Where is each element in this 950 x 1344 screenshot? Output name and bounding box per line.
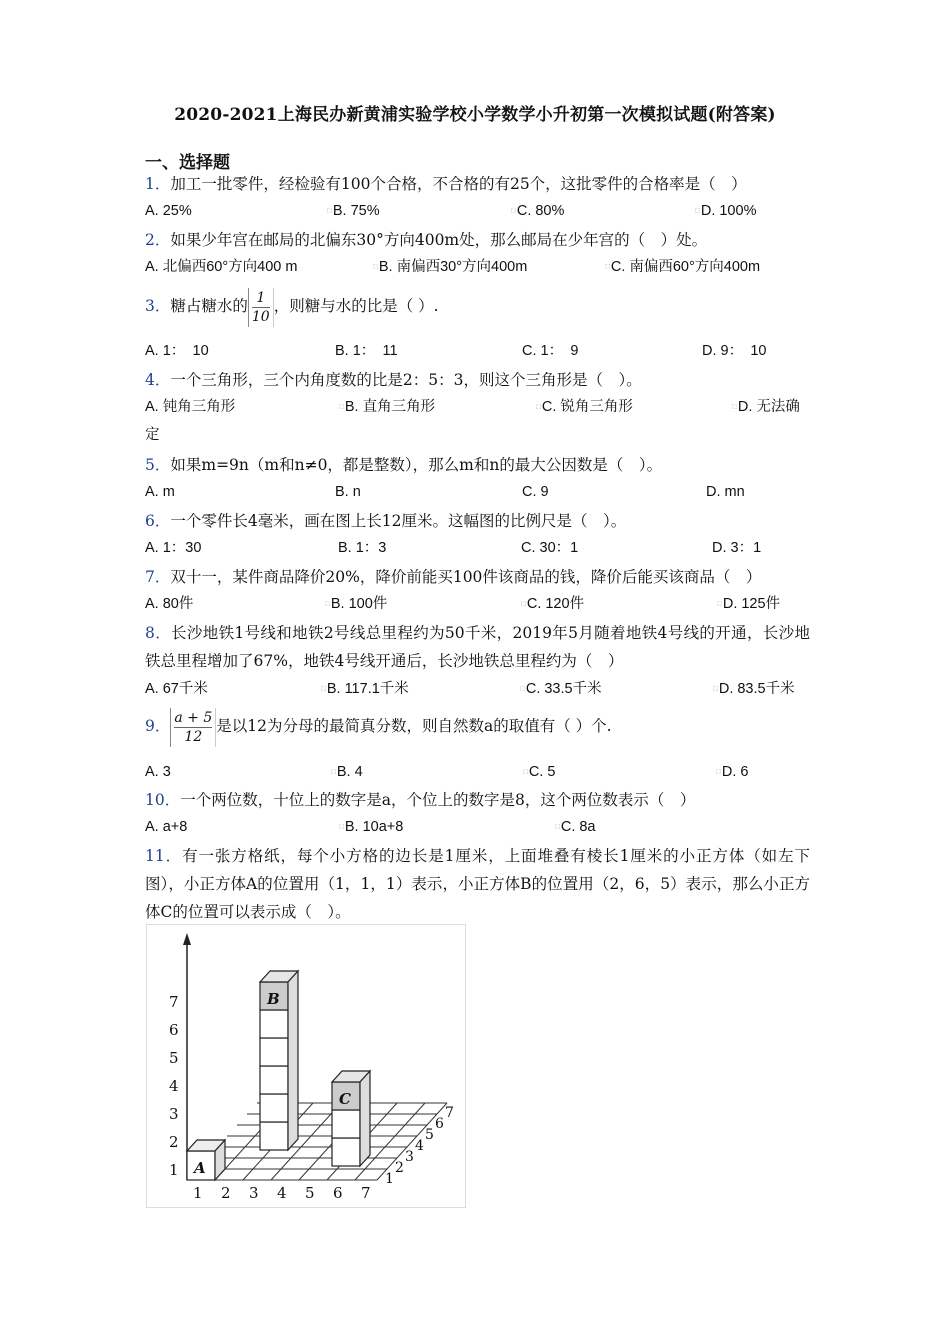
option-d[interactable]: □D. 100% (695, 203, 757, 219)
option-a[interactable]: A. 1： 10 (145, 343, 209, 359)
options-q9 (145, 760, 810, 784)
question-7 (145, 563, 810, 591)
label-c: C (339, 1090, 351, 1108)
y-tick: 1 (169, 1161, 179, 1179)
option-c[interactable]: □C. 80% (511, 203, 565, 219)
x-tick: 3 (249, 1184, 259, 1202)
options-q4 (145, 395, 810, 419)
y-tick: 7 (169, 993, 179, 1011)
option-b[interactable]: □B. 100件 (325, 596, 388, 612)
question-number: 2． (145, 231, 171, 249)
options-q1 (145, 199, 810, 223)
question-text: 加工一批零件，经检验有100个合格，不合格的有25个，这批零件的合格率是（ ） (170, 175, 747, 193)
option-d[interactable]: D. 3：1 (712, 540, 762, 556)
question-number: 3． (145, 297, 171, 315)
question-5 (145, 451, 810, 479)
x-tick: 4 (277, 1184, 287, 1202)
stack-c (332, 1071, 370, 1166)
option-a[interactable]: A. a+8 (145, 819, 188, 835)
depth-tick: 1 (385, 1171, 394, 1187)
option-d-continued: 定 (145, 427, 160, 443)
option-d[interactable]: D. 9： 10 (702, 343, 767, 359)
option-a[interactable]: A. 钝角三角形 (145, 399, 236, 415)
options-q5 (145, 480, 810, 504)
question-text: 是以12为分母的最简真分数，则自然数a的取值有（ ）个. (216, 717, 612, 735)
question-1 (145, 170, 810, 198)
question-8 (145, 619, 810, 675)
question-text: 一个零件长4毫米，画在图上长12厘米。这幅图的比例尺是（ ）。 (170, 512, 627, 530)
question-9 (145, 704, 810, 748)
options-q3 (145, 339, 810, 363)
option-b[interactable]: B. n (335, 484, 361, 500)
option-c[interactable]: C. 30：1 (521, 540, 579, 556)
option-a[interactable]: A. m (145, 484, 175, 500)
question-number: 11． (145, 847, 183, 865)
y-tick: 5 (169, 1049, 179, 1067)
label-b: B (267, 990, 280, 1008)
x-tick: 1 (193, 1184, 203, 1202)
y-tick: 6 (169, 1021, 179, 1039)
question-number: 6． (145, 512, 171, 530)
option-b[interactable]: □B. 南偏西30°方向400m (373, 259, 528, 275)
x-tick: 7 (361, 1184, 371, 1202)
depth-tick: 6 (435, 1116, 444, 1132)
page-title: 2020-2021上海民办新黄浦实验学校小学数学小升初第一次模拟试题(附答案) (174, 105, 776, 125)
option-c[interactable]: C. 9 (522, 484, 549, 500)
options-q7 (145, 592, 810, 616)
question-number: 7． (145, 568, 171, 586)
base-grid (187, 1103, 447, 1180)
option-b[interactable]: □B. 75% (327, 203, 380, 219)
option-b[interactable]: B. 1： 11 (335, 343, 398, 359)
option-b[interactable]: B. 1：3 (338, 540, 387, 556)
options-q8 (145, 677, 810, 701)
option-c[interactable]: □C. 120件 (521, 596, 585, 612)
cube-stack-svg (147, 925, 465, 1207)
depth-tick: 3 (405, 1149, 414, 1165)
option-d[interactable]: □D. 6 (716, 764, 749, 780)
question-number: 4． (145, 371, 171, 389)
depth-tick: 4 (415, 1138, 424, 1154)
option-a[interactable]: A. 25% (145, 203, 192, 219)
option-a[interactable]: A. 67千米 (145, 681, 208, 697)
depth-tick: 2 (395, 1160, 404, 1176)
y-tick: 2 (169, 1133, 179, 1151)
x-tick: 5 (305, 1184, 315, 1202)
option-a[interactable]: A. 北偏西60°方向400 m (145, 259, 298, 275)
cube-a (187, 1140, 225, 1180)
option-d[interactable]: □D. 83.5千米 (713, 681, 795, 697)
option-d[interactable]: □D. 无法确 (732, 399, 800, 415)
question-text: 长沙地铁1号线和地铁2号线总里程约为50千米，2019年5月随着地铁4号线的开通，长沙地铁总里程增加了67%，地铁4号线开通后，长沙地铁总里程约为（ ） (145, 624, 810, 670)
option-d[interactable]: □D. 125件 (717, 596, 781, 612)
option-a[interactable]: A. 3 (145, 764, 171, 780)
question-text: 有一张方格纸，每个小方格的边长是1厘米，上面堆叠有棱长1厘米的小正方体（如左下图），小正方体A的位置用（1，1，1）表示，小正方体B的位置用（2，6，5）表示，那么小正方体C的位置可以表示成（ ）。 (145, 847, 810, 921)
x-tick: 2 (221, 1184, 231, 1202)
y-tick: 4 (169, 1077, 179, 1095)
option-c[interactable]: □C. 南偏西60°方向400m (605, 259, 761, 275)
question-text-post: ，则糖与水的比是（ ）. (273, 297, 439, 315)
question-3 (145, 286, 810, 327)
y-tick-labels (169, 993, 179, 1179)
option-b[interactable]: □B. 117.1千米 (321, 681, 409, 697)
x-tick: 6 (333, 1184, 343, 1202)
options-q10 (145, 815, 810, 839)
fraction-image: $\frac{a + 5}{12}$ (170, 708, 216, 747)
options-q2 (145, 255, 810, 279)
question-text-pre: 糖占糖水的 (170, 297, 248, 315)
option-d[interactable]: D. mn (706, 484, 745, 500)
option-c[interactable]: □C. 33.5千米 (520, 681, 602, 697)
question-6 (145, 507, 810, 535)
question-text: 如果少年宫在邮局的北偏东30°方向400m处，那么邮局在少年宫的（ ）处。 (170, 231, 708, 249)
cube-stack-figure (146, 924, 466, 1208)
y-tick: 3 (169, 1105, 179, 1123)
question-number: 5． (145, 456, 171, 474)
question-number: 1． (145, 175, 171, 193)
question-text: 一个三角形，三个内角度数的比是2：5：3，则这个三角形是（ ）。 (170, 371, 642, 389)
y-axis-arrow (183, 933, 191, 945)
depth-tick: 7 (445, 1105, 454, 1121)
question-text: 一个两位数，十位上的数字是a，个位上的数字是8，这个两位数表示（ ） (180, 791, 696, 809)
question-text: 双十一，某件商品降价20%，降价前能买100件该商品的钱，降价后能买该商品（ ） (170, 568, 762, 586)
question-2 (145, 226, 810, 254)
label-a: A (194, 1159, 206, 1177)
question-number: 9． (145, 717, 171, 735)
options-q6 (145, 536, 810, 560)
option-b[interactable]: □B. 10a+8 (339, 819, 404, 835)
fraction-image: $\frac{1}{10}$ (248, 288, 274, 327)
question-10 (145, 786, 810, 814)
question-4 (145, 366, 810, 394)
question-number: 10． (145, 791, 181, 809)
question-number: 8． (145, 624, 172, 642)
depth-tick: 5 (425, 1127, 434, 1143)
x-tick-labels (193, 1184, 371, 1202)
option-a[interactable]: A. 1：30 (145, 540, 202, 556)
option-c[interactable]: C. 1： 9 (522, 343, 579, 359)
option-c[interactable]: □C. 8a (555, 819, 596, 835)
option-b[interactable]: □B. 4 (331, 764, 363, 780)
depth-tick-labels (385, 1105, 454, 1187)
section-heading: 一、选择题 (145, 153, 230, 173)
option-c[interactable]: □C. 锐角三角形 (536, 399, 633, 415)
option-b[interactable]: □B. 直角三角形 (339, 399, 436, 415)
question-11 (145, 842, 810, 926)
option-c[interactable]: □C. 5 (523, 764, 556, 780)
option-a[interactable]: A. 80件 (145, 596, 194, 612)
question-text: 如果m=9n（m和n≠0，都是整数），那么m和n的最大公因数是（ ）。 (170, 456, 663, 474)
